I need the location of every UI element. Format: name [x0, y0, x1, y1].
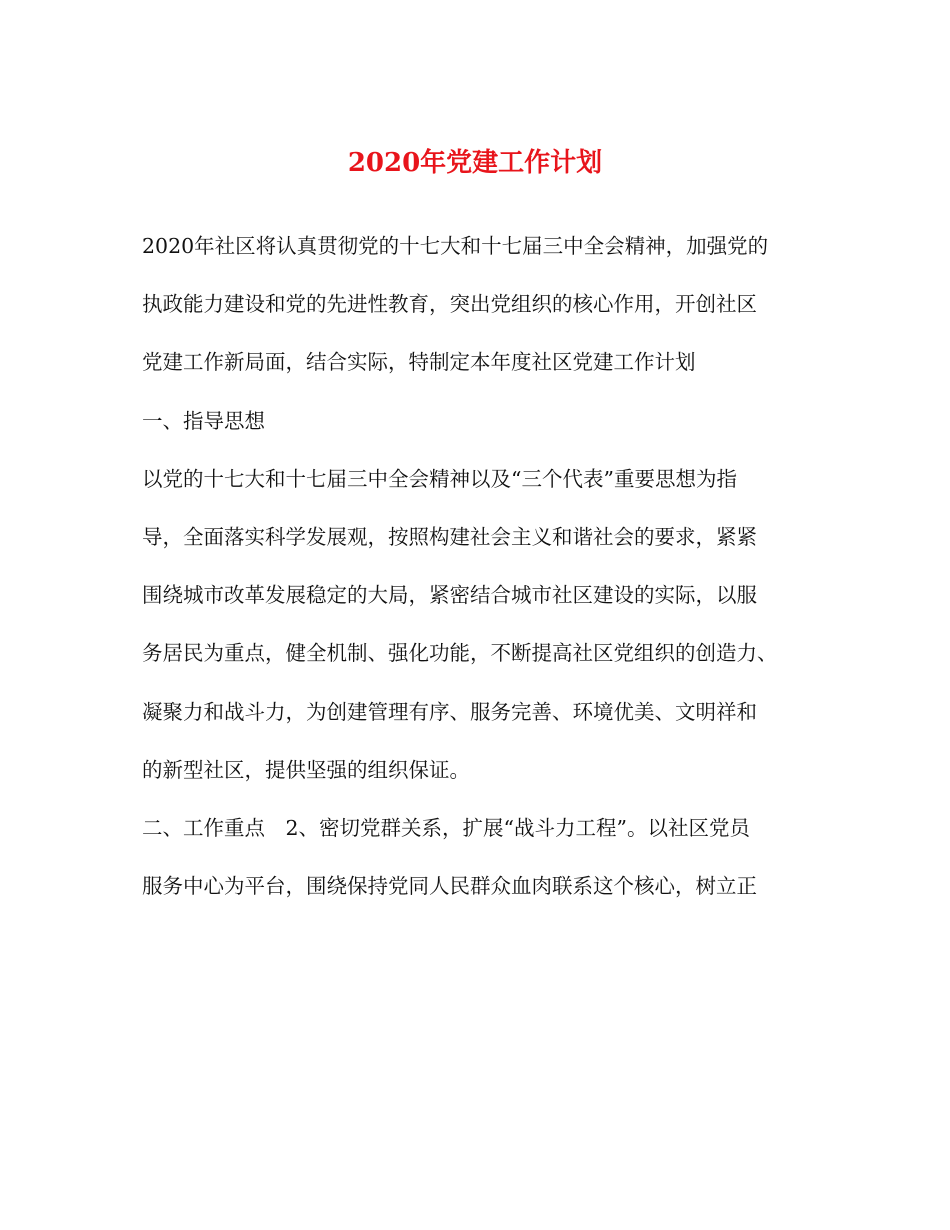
body-line-8: 务居民为重点，健全机制、强化功能，不断提高社区党组织的创造力、 [142, 641, 778, 666]
document-title: 2020年党建工作计划 [347, 148, 603, 178]
body-line-3: 党建工作新局面，结合实际，特制定本年度社区党建工作计划 [142, 350, 696, 375]
body-line-6: 导，全面落实科学发展观，按照构建社会主义和谐社会的要求，紧紧 [142, 524, 757, 549]
document-body [142, 226, 812, 924]
body-line-2: 执政能力建设和党的先进性教育，突出党组织的核心作用，开创社区 [142, 292, 757, 317]
body-line-10: 的新型社区，提供坚强的组织保证。 [142, 757, 470, 782]
body-line-9: 凝聚力和战斗力，为创建管理有序、服务完善、环境优美、文明祥和 [142, 699, 757, 724]
body-line-7: 围绕城市改革发展稳定的大局，紧密结合城市社区建设的实际，以服 [142, 583, 757, 608]
body-line-5: 以党的十七大和十七届三中全会精神以及“三个代表”重要思想为指 [142, 466, 737, 491]
section-heading-work-focus: 二、工作重点 2、密切党群关系，扩展“战斗力工程”。以社区党员 [142, 815, 751, 840]
body-line-1: 2020年社区将认真贯彻党的十七大和十七届三中全会精神，加强党的 [142, 234, 769, 258]
section-heading-guiding-ideology: 一、指导思想 [142, 408, 265, 433]
body-line-12: 服务中心为平台，围绕保持党同人民群众血肉联系这个核心，树立正 [142, 874, 757, 899]
